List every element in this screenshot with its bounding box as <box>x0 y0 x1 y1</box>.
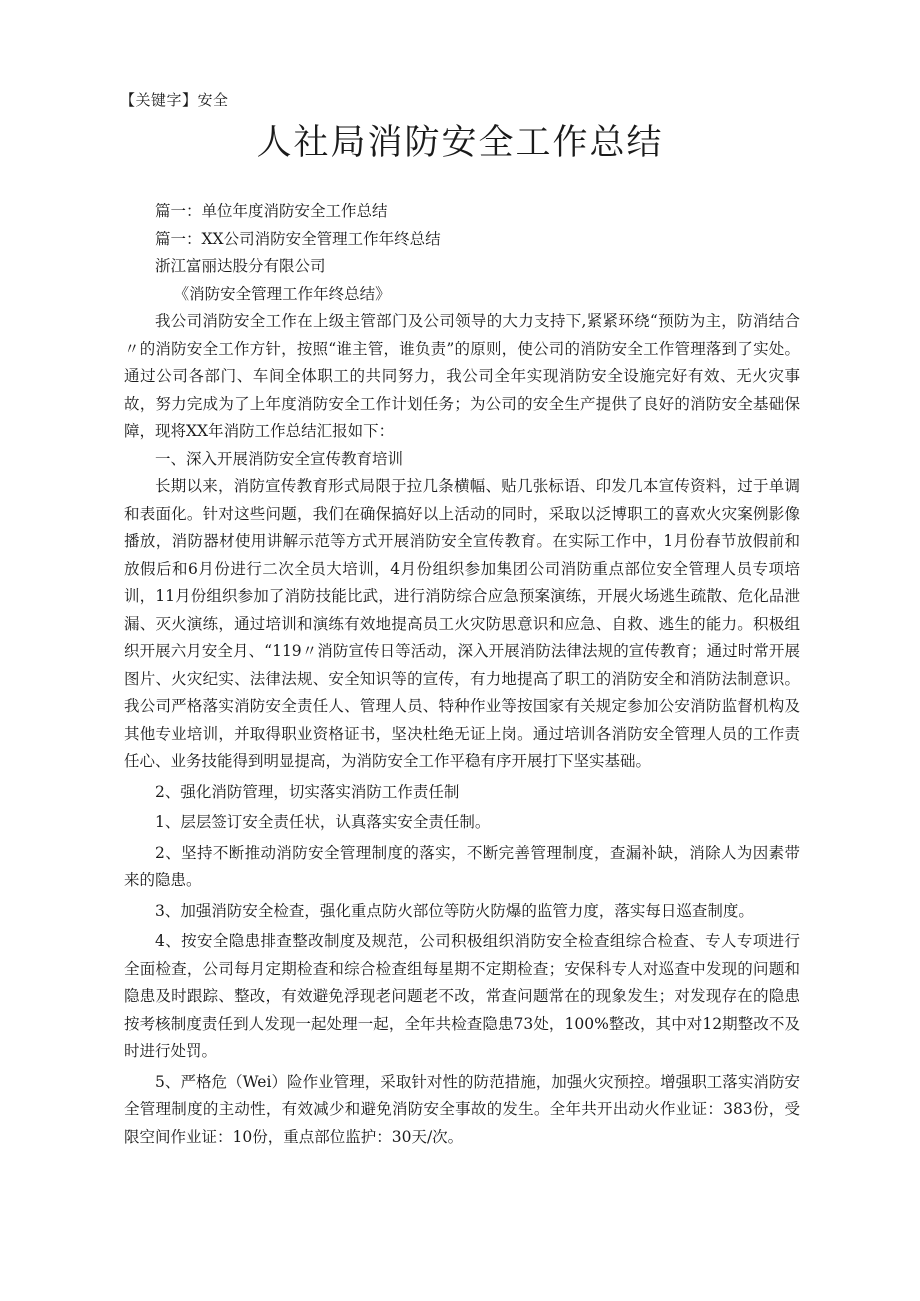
section-heading-2: 2、强化消防管理，切实落实消防工作责任制 <box>155 782 460 801</box>
section-heading-1: 一、深入开展消防安全宣传教育培训 <box>155 449 404 468</box>
list-item-5: 5、严格危（Wei）险作业管理，采取针对性的防范措施，加强火灾预控。增强职工落实消防安全管理制度的主动性，有效减少和避免消防安全事故的发生。全年共开出动火作业证：383份，受限空间作业证：10份，重点部位监护：30天/次。 <box>124 1072 800 1146</box>
page-title: 人社局消防安全工作总结 <box>256 123 664 163</box>
paragraph-training: 长期以来，消防宣传教育形式局限于拉几条横幅、贴几张标语、印发几本宣传资料，过于单调和表面化。针对这些问题，我们在确保搞好以上活动的同时，采取以泛博职工的喜欢火灾案例影像播放，消防器材使用讲解示范等方式开展消防安全宣传教育。在实际工作中，1月份春节放假前和放假后和6月份进行二次全员大培训，4月份组织参加集团公司消防重点部位安全管理人员专项培训，11月份组织参加了消防技能比武，进行消防综合应急预案演练，开展火场逃生疏散、危化品泄漏、灭火演练，通过培训和演练有效地提高员工火灾防思意识和应急、自救、逃生的能力。积极组织开展六月安全月、“119〃消防宣传日等活动，深入开展消防法律法规的宣传教育；通过时常开展图片、火灾纪实、法律法规、安全知识等的宣传，有力地提高了职工的消防安全和消防法制意识。我公司严格落实消防安全责任人、管理人员、特种作业等按国家有关规定参加公安消防监督机构及其他专业培训，并取得职业资格证书，坚决杜绝无证上岗。通过培训各消防安全管理人员的工作责任心、业务技能得到明显提高，为消防安全工作平稳有序开展打下坚实基础。 <box>124 477 800 770</box>
paragraph-report-title: 《消防安全管理工作年终总结》 <box>173 284 391 303</box>
document-body <box>124 198 800 1151</box>
paragraph-company: 浙江富丽达股分有限公司 <box>155 257 326 275</box>
paragraph-subtitle: 篇一：XX公司消防安全管理工作年终总结 <box>155 229 441 248</box>
list-item-2: 2、坚持不断推动消防安全管理制度的落实，不断完善管理制度，查漏补缺，消除人为因素带来的隐患。 <box>124 843 800 889</box>
paragraph-chapter-heading: 篇一：单位年度消防安全工作总结 <box>155 202 388 220</box>
list-item-1: 1、层层签订安全责任状，认真落实安全责任制。 <box>155 813 491 831</box>
list-item-4: 4、按安全隐患排查整改制度及规范，公司积极组织消防安全检查组综合检查、专人专项进行全面检查，公司每月定期检查和综合检查组每星期不定期检查；安保科专人对巡查中发现的问题和隐患及时跟踪、整改，有效避免浮现老问题老不改，常查问题常在的现象发生；对发现存在的隐患按考核制度责任到人发现一起处理一起，全年共检查隐患73处，100%整改，其中对12期整改不及时进行处罚。 <box>124 932 800 1060</box>
paragraph-intro: 我公司消防安全工作在上级主管部门及公司领导的大力支持下,紧紧环绕“预防为主，防消结合〃的消防安全工作方针，按照“谁主管，谁负责”的原则，使公司的消防安全工作管理落到了实处。通过公司各部门、车间全体职工的共同努力，我公司全年实现消防安全设施完好有效、无火灾事故，努力完成为了上年度消防安全工作计划任务；为公司的安全生产提供了良好的消防安全基础保障，现将XX年消防工作总结汇报如下： <box>124 312 800 440</box>
list-item-3: 3、加强消防安全检查，强化重点防火部位等防火防爆的监管力度，落实每日巡查制度。 <box>155 901 754 920</box>
keyword-label: 【关键字】安全 <box>120 91 229 109</box>
